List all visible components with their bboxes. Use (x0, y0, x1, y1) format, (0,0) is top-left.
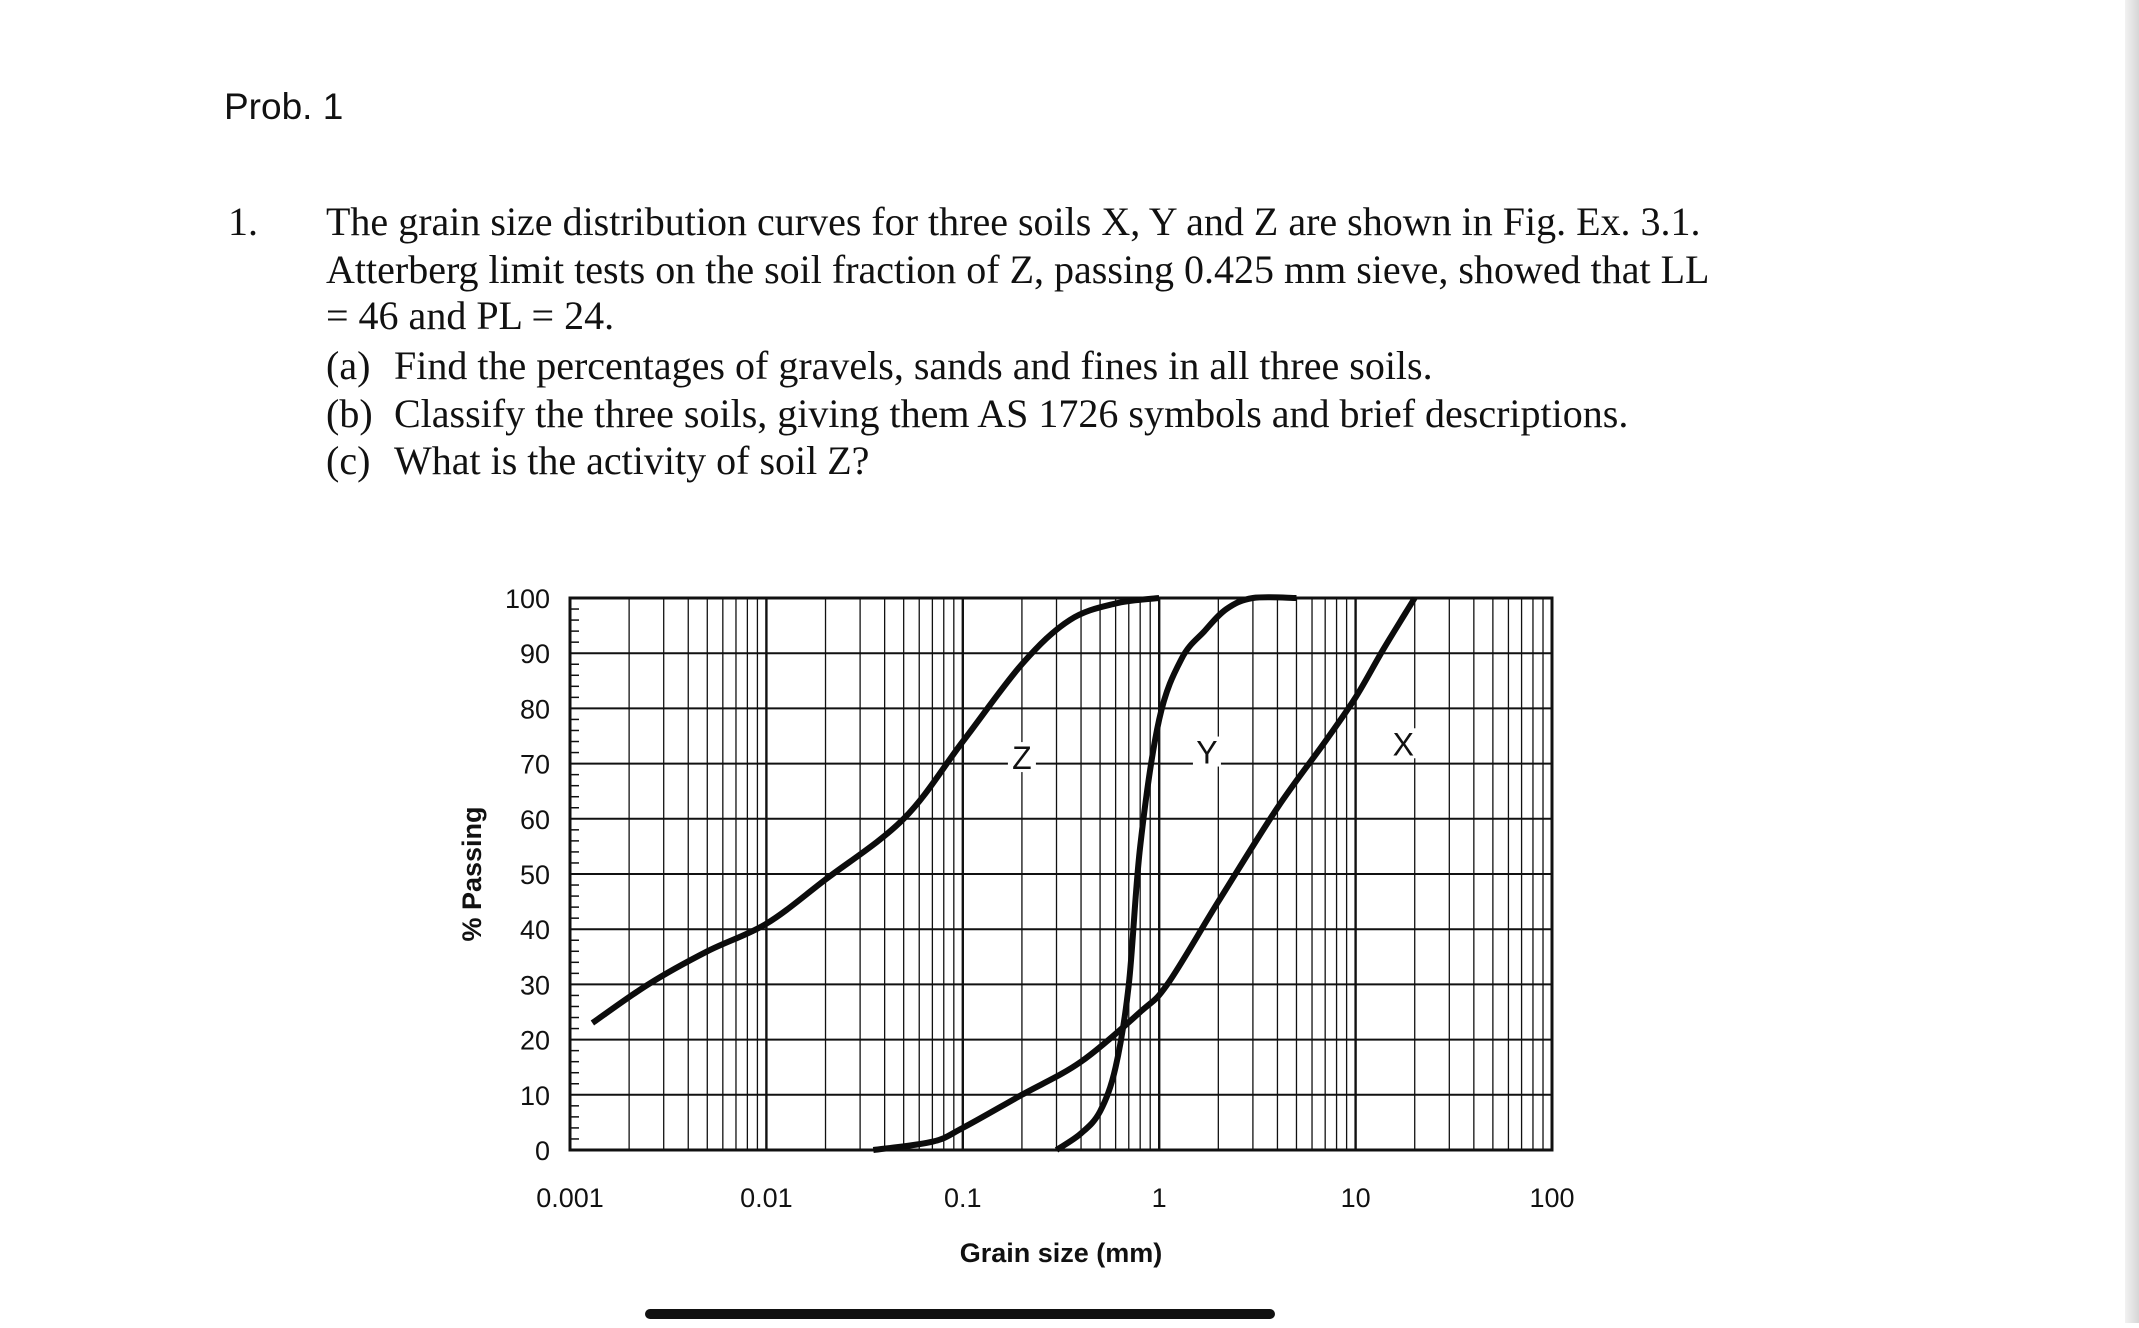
y-tick-label: 60 (519, 804, 550, 835)
x-axis-label: Grain size (mm) (959, 1238, 1163, 1268)
problem-title: Prob. 1 (224, 86, 344, 127)
y-tick-label: 100 (504, 584, 550, 614)
y-tick-label: 40 (519, 915, 550, 946)
part-c-text: What is the activity of soil Z? (394, 438, 870, 483)
y-tick-label: 70 (519, 749, 550, 780)
x-tick-label: 0.1 (944, 1183, 982, 1213)
x-tick-label: 10 (1340, 1183, 1371, 1213)
home-indicator (645, 1309, 1275, 1319)
y-tick-label: 50 (519, 860, 550, 890)
x-tick-label: 0.001 (536, 1183, 604, 1213)
y-tick-label: 10 (519, 1080, 550, 1111)
x-tick-label: 100 (1529, 1183, 1575, 1213)
part-b-label: (b) (326, 391, 373, 436)
series-curve-z (592, 598, 1159, 1023)
y-tick-label: 30 (519, 970, 550, 1001)
question-line-2: Atterberg limit tests on the soil fraction of Z, passing 0.425 mm sieve, showed that LL (326, 247, 1710, 292)
y-tick-label: 20 (519, 1025, 550, 1056)
part-c-label: (c) (326, 438, 371, 483)
part-b-text: Classify the three soils, giving them AS 1726 symbols and brief descriptions. (394, 391, 1629, 436)
x-tick-label: 1 (1151, 1183, 1167, 1213)
curve-label-z: Z (1012, 740, 1032, 777)
curve-label-y: Y (1196, 734, 1218, 771)
y-tick-label: 0 (534, 1136, 550, 1166)
question-line-3: = 46 and PL = 24. (326, 293, 615, 338)
x-tick-label: 0.01 (740, 1183, 793, 1213)
curve-label-x: X (1392, 726, 1415, 763)
part-a-label: (a) (326, 343, 371, 388)
y-tick-label: 90 (519, 639, 550, 670)
y-tick-label: 80 (519, 694, 550, 725)
y-axis-label: % Passing (457, 806, 487, 942)
question-line-1: The grain size distribution curves for three soils X, Y and Z are shown in Fig. Ex. 3.1. (326, 199, 1701, 244)
question-number: 1. (228, 199, 258, 244)
part-a-text: Find the percentages of gravels, sands and fines in all three soils. (394, 343, 1433, 388)
